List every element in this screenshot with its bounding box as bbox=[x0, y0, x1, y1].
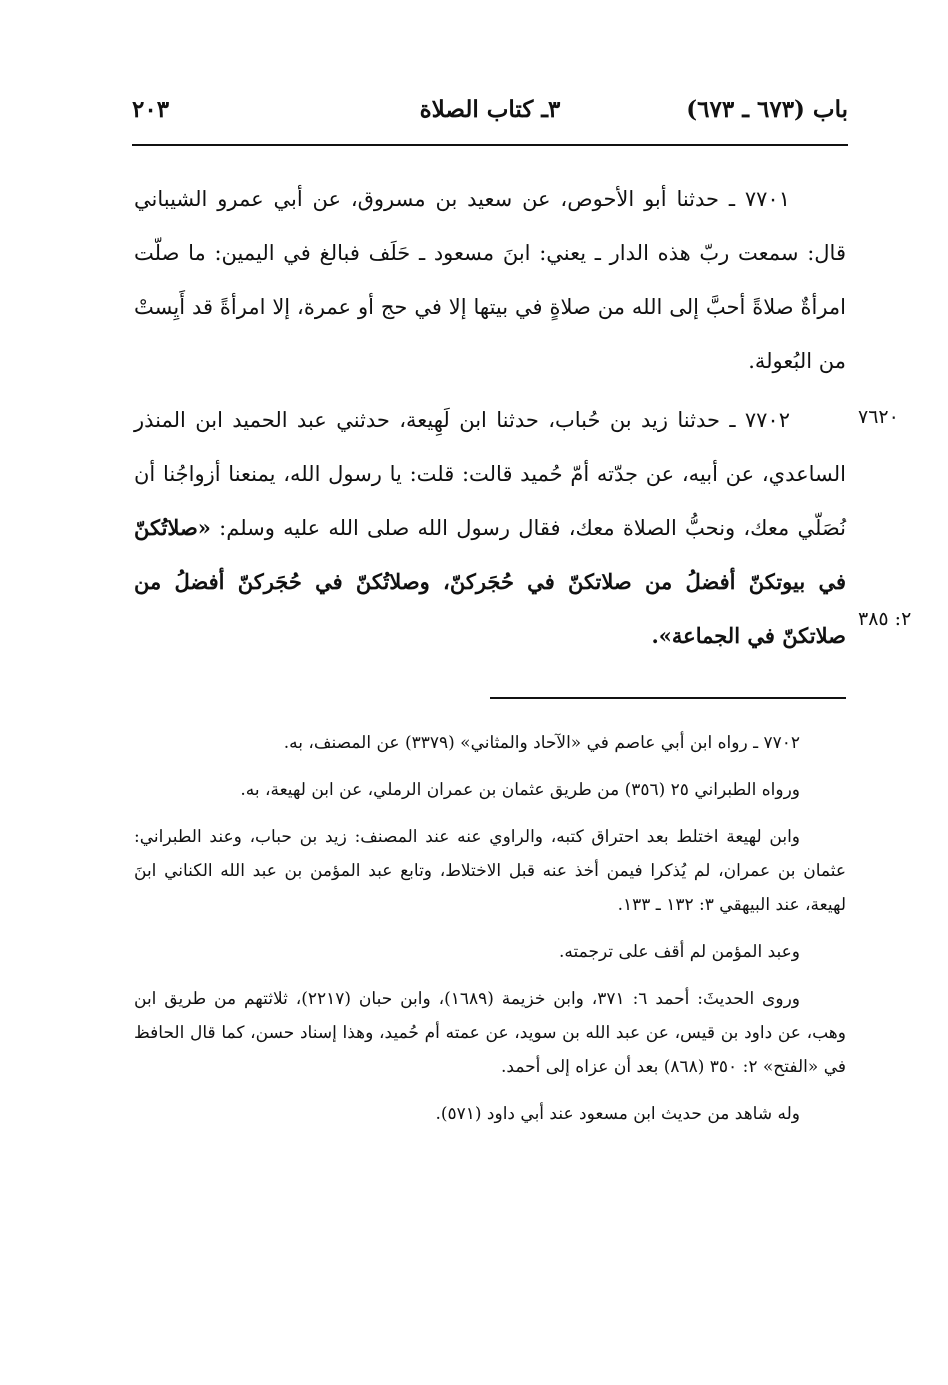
header-rule bbox=[132, 144, 848, 146]
margin-ref-bottom: ٢: ٣٨٥ bbox=[858, 608, 912, 630]
footnote-separator bbox=[490, 697, 846, 699]
footnotes bbox=[134, 726, 846, 1144]
margin-ref-top: ٧٦٢٠ bbox=[858, 406, 899, 428]
page-number: ٢٠٣ bbox=[132, 96, 170, 123]
footnote-paragraph: وروى الحديثَ: أحمد ٦: ٣٧١، وابن خزيمة (١٦٨٩)، وابن حبان (٢٢١٧)، ثلاثتهم من طريق ابن وهب، عن داود بن قيس، عن عبد الله بن سويد، عن عمته أم حُميد، وهذا إسناد حسن، كما قال الحافظ في «الفتح» ٢: ٣٥٠ (٨٦٨) بعد أن عزاه إلى أحمد. bbox=[134, 989, 846, 1077]
footnote-paragraph: ورواه الطبراني ٢٥ (٣٥٦) من طريق عثمان بن عمران الرملي، عن ابن لهيعة، به. bbox=[240, 780, 800, 800]
footnote-paragraph: وعبد المؤمن لم أقف على ترجمته. bbox=[559, 942, 800, 962]
hadith-text: ٧٧٠١ ـ حدثنا أبو الأحوص، عن سعيد بن مسروق، عن أبي عمرو الشيباني قال: سمعت ربّ هذه الدار ـ يعني: ابنَ مسعود ـ حَلَف فبالغ في اليمين: ما صلّت امرأةٌ صلاةً أحبَّ إلى الله من صلاةٍ في بيتها إلا في حج أو عمرة، إلا امرأةً قد أَيِستْ من البُعولة. bbox=[134, 187, 846, 373]
hadith-text: ٧٧٠٢ ـ حدثنا زيد بن حُباب، حدثنا ابن لَهِيعة، حدثني عبد الحميد ابن المنذر الساعدي، عن أبيه، عن جدّته أمّ حُميد قالت: قلت: يا رسول الله، يمنعنا أزواجُنا أن نُصَلّي معك، ونحبُّ الصلاة معك، فقال رسول الله صلى الله عليه وسلم: bbox=[134, 408, 846, 540]
hadith-paragraph bbox=[134, 393, 846, 663]
footnote-paragraph: وابن لهيعة اختلط بعد احتراق كتبه، والراوي عنه عند المصنف: زيد بن حباب، وعند الطبراني: عثمان بن عمران، لم يُذكرا فيمن أخذ عنه قبل الاختلاط، وتابع عبد المؤمن بن عبد الله الكناني ابنَ لهيعة، عند البيهقي ٣: ١٣٢ ـ ١٣٣. bbox=[134, 827, 846, 915]
prophetic-quote: «صلاتُكنّ في بيوتكنّ أفضلُ من صلاتكنّ في حُجَركنّ، وصلاتُكنّ في حُجَركنّ أفضلُ من صلاتكنّ في الجماعة». bbox=[134, 515, 846, 648]
footnote-paragraph: وله شاهد من حديث ابن مسعود عند أبي داود (٥٧١). bbox=[435, 1104, 800, 1124]
hadith-7702 bbox=[134, 393, 846, 663]
footnote-paragraph: ٧٧٠٢ ـ رواه ابن أبي عاصم في «الآحاد والمثاني» (٣٣٧٩) عن المصنف، به. bbox=[283, 733, 800, 753]
hadith-7701 bbox=[134, 172, 846, 388]
running-header bbox=[132, 96, 848, 136]
chapter-range: باب (٦٧٣ ـ ٦٧٣) bbox=[686, 96, 848, 123]
book-title: ٣ـ كتاب الصلاة bbox=[419, 96, 561, 123]
